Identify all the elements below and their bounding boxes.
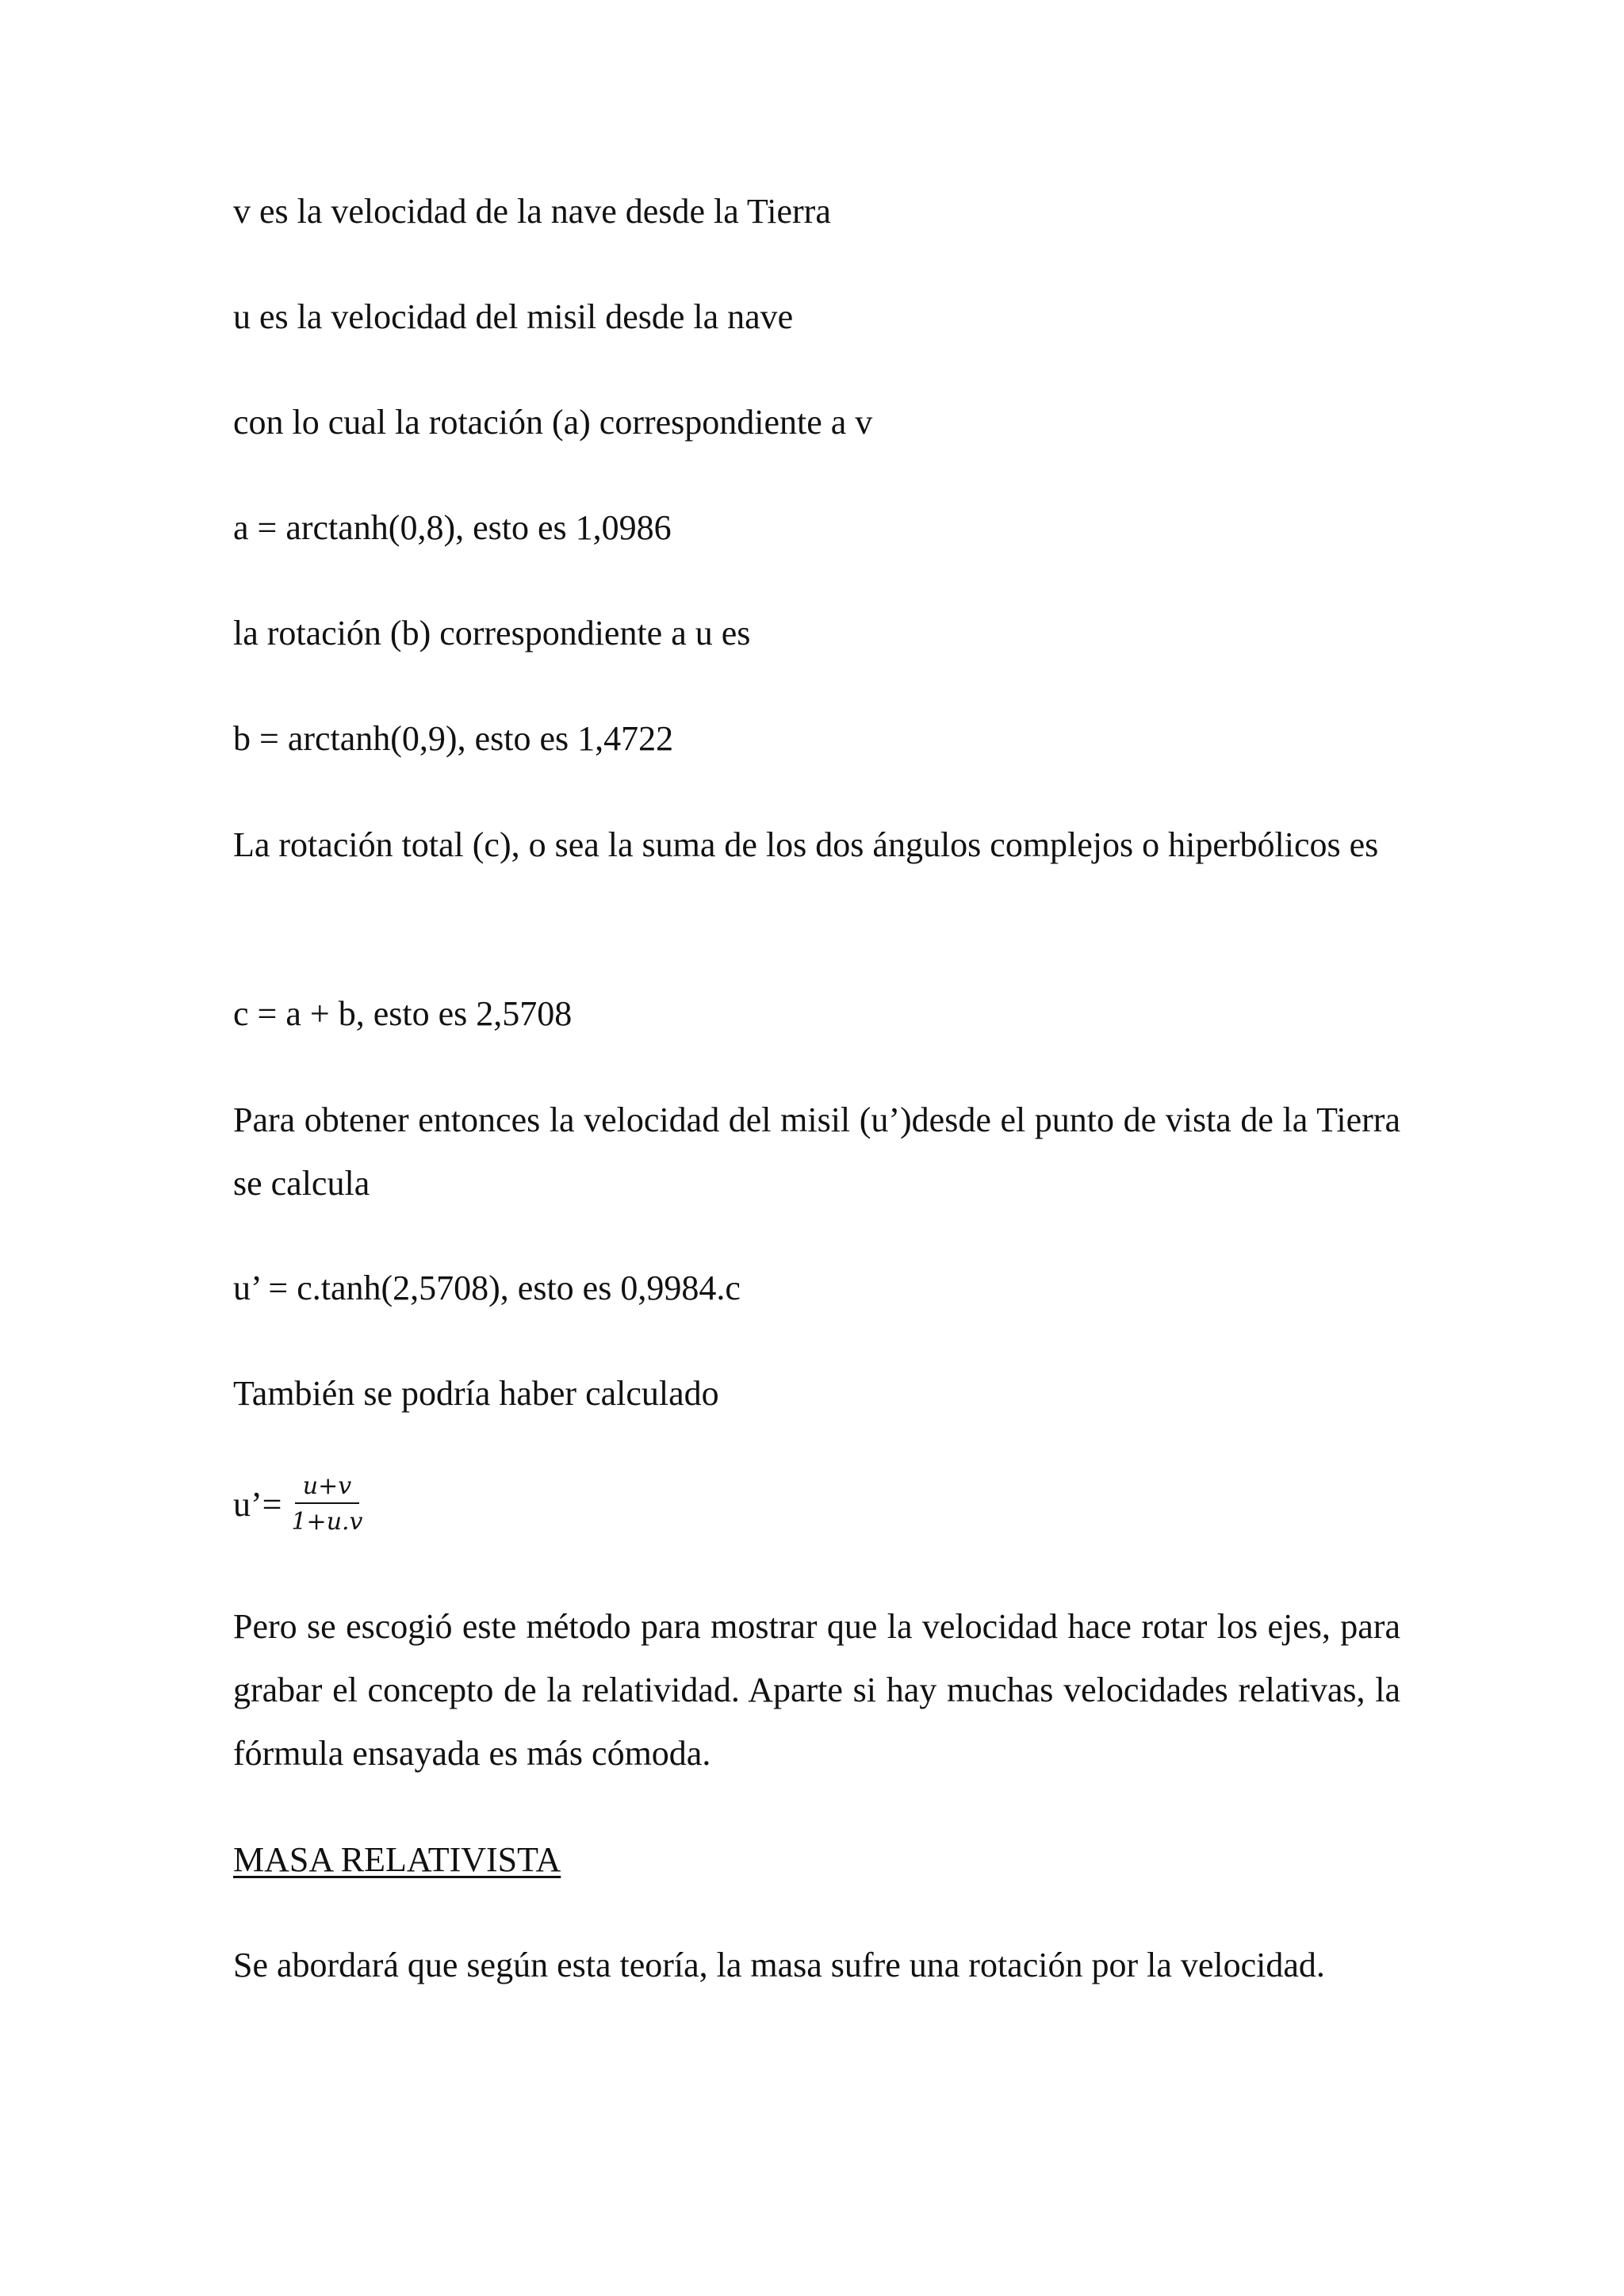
equation-c-sum: c = a + b, esto es 2,5708 — [233, 994, 573, 1033]
formula-lhs: u’= — [233, 1484, 282, 1524]
section-heading-masa-relativista: MASA RELATIVISTA — [233, 1840, 561, 1879]
equation-u-prime-tanh: u’ = c.tanh(2,5708), esto es 0,9984.c — [233, 1269, 741, 1307]
paragraph-missile-velocity: Para obtener entonces la velocidad del misil (u’)desde el punto de vista de la Tierra se calcula — [233, 1100, 1400, 1203]
text-line-rotation-a-intro: con lo cual la rotación (a) correspondiente a v — [233, 403, 873, 442]
text-line-u-definition: u es la velocidad del misil desde la nave — [233, 297, 794, 336]
paragraph-method-explanation: Pero se escogió este método para mostrar que la velocidad hace rotar los ejes, para grabar el concepto de la relatividad. Aparte si hay muchas velocidades relativas, la fórmula ensayada es más cómoda. — [233, 1607, 1400, 1773]
equation-b-arctanh: b = arctanh(0,9), esto es 1,4722 — [233, 719, 674, 758]
formula-fraction — [283, 1473, 370, 1535]
text-line-alternative-calc: También se podría haber calculado — [233, 1374, 719, 1413]
formula-numerator: u+v — [295, 1473, 359, 1504]
text-line-rotation-b-intro: la rotación (b) correspondiente a u es — [233, 614, 751, 652]
equation-a-arctanh: a = arctanh(0,8), esto es 1,0986 — [233, 508, 672, 547]
paragraph-total-rotation: La rotación total (c), o sea la suma de los dos ángulos complejos o hiperbólicos es — [233, 825, 1379, 864]
velocity-addition-formula — [233, 1473, 371, 1535]
paragraph-mass-rotation: Se abordará que según esta teoría, la masa sufre una rotación por la velocidad. — [233, 1946, 1325, 1984]
formula-denominator: 1+u.v — [291, 1508, 363, 1536]
text-line-v-definition: v es la velocidad de la nave desde la Tierra — [233, 192, 831, 231]
